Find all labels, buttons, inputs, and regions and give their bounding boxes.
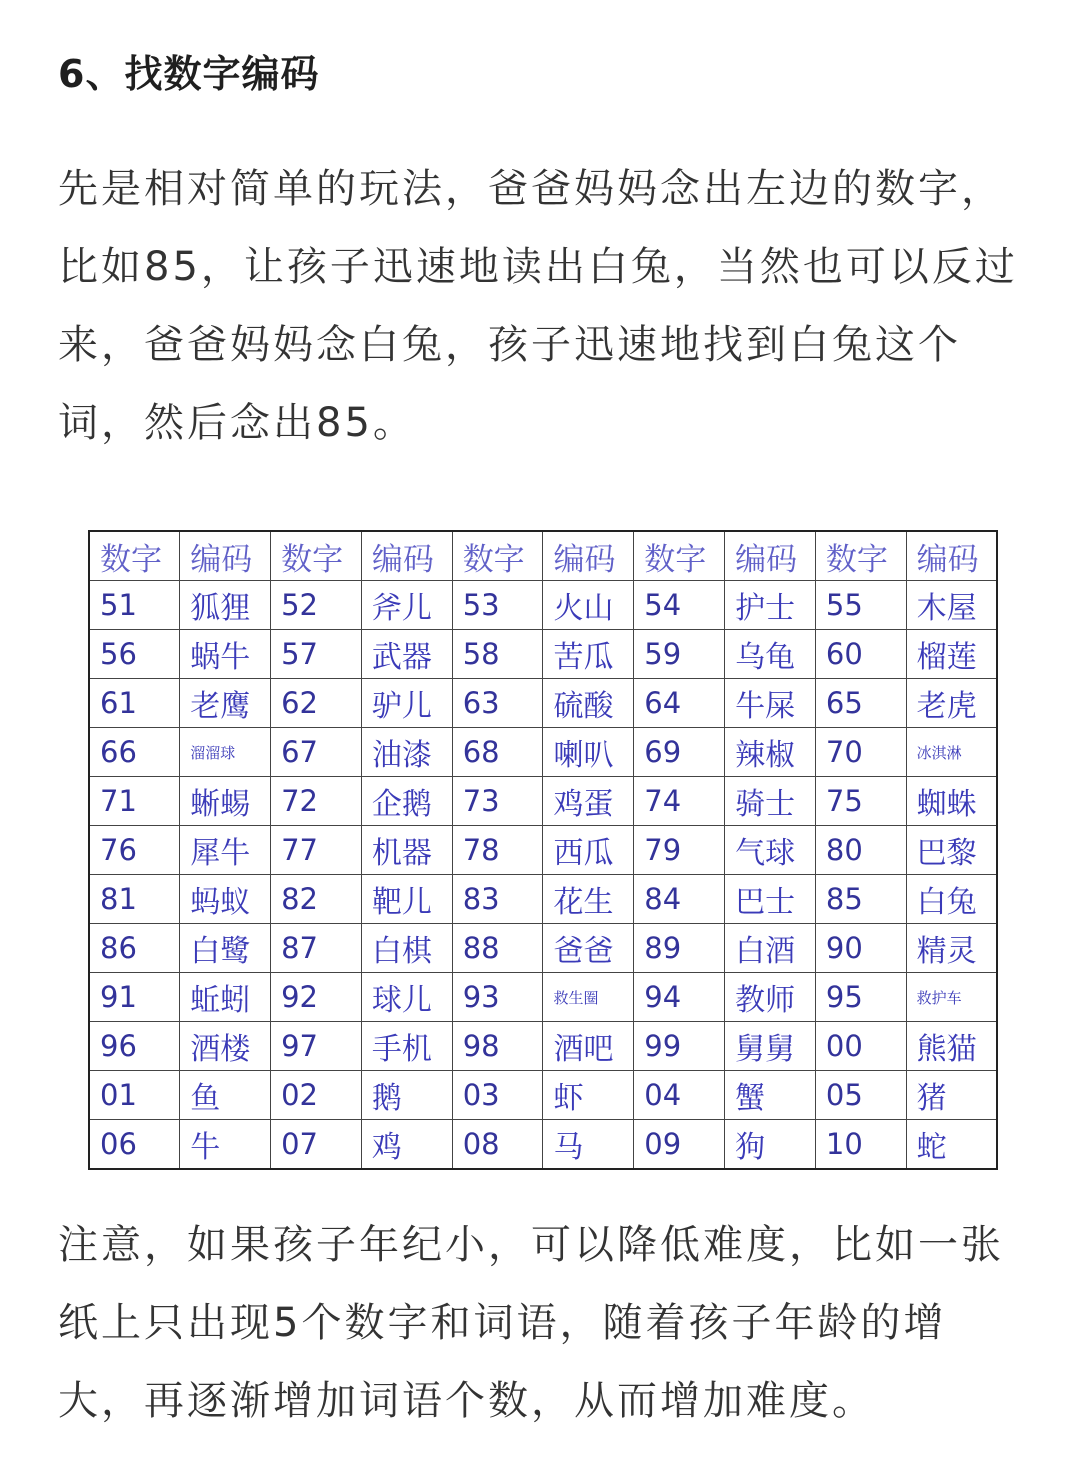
header-code: 编码 <box>180 531 271 581</box>
code-cell: 硫酸 <box>543 679 634 728</box>
code-cell: 骑士 <box>725 777 816 826</box>
code-cell: 救生圈 <box>543 973 634 1022</box>
code-cell: 驴儿 <box>361 679 452 728</box>
number-cell: 61 <box>89 679 180 728</box>
number-cell: 10 <box>815 1120 906 1170</box>
number-cell: 82 <box>271 875 362 924</box>
code-table <box>88 530 998 1170</box>
code-cell: 西瓜 <box>543 826 634 875</box>
header-code: 编码 <box>361 531 452 581</box>
number-cell: 00 <box>815 1022 906 1071</box>
code-cell: 斧儿 <box>361 581 452 630</box>
code-cell: 巴黎 <box>906 826 997 875</box>
code-cell: 马 <box>543 1120 634 1170</box>
table-row <box>89 875 997 924</box>
code-cell: 蜘蛛 <box>906 777 997 826</box>
code-cell: 油漆 <box>361 728 452 777</box>
code-cell: 教师 <box>725 973 816 1022</box>
code-cell: 白鹭 <box>180 924 271 973</box>
number-cell: 98 <box>452 1022 543 1071</box>
code-cell: 花生 <box>543 875 634 924</box>
number-cell: 54 <box>634 581 725 630</box>
code-cell: 木屋 <box>906 581 997 630</box>
number-cell: 86 <box>89 924 180 973</box>
code-cell: 机器 <box>361 826 452 875</box>
code-cell: 蜗牛 <box>180 630 271 679</box>
code-cell: 蚯蚓 <box>180 973 271 1022</box>
code-cell: 护士 <box>725 581 816 630</box>
number-cell: 60 <box>815 630 906 679</box>
code-cell: 白兔 <box>906 875 997 924</box>
table-row <box>89 1071 997 1120</box>
number-cell: 89 <box>634 924 725 973</box>
number-code-table <box>88 530 998 1165</box>
number-cell: 97 <box>271 1022 362 1071</box>
code-cell: 爸爸 <box>543 924 634 973</box>
number-cell: 08 <box>452 1120 543 1170</box>
number-cell: 71 <box>89 777 180 826</box>
number-cell: 74 <box>634 777 725 826</box>
code-cell: 蟹 <box>725 1071 816 1120</box>
table-header-row <box>89 531 997 581</box>
number-cell: 64 <box>634 679 725 728</box>
table-row <box>89 630 997 679</box>
code-cell: 牛 <box>180 1120 271 1170</box>
number-cell: 93 <box>452 973 543 1022</box>
number-cell: 96 <box>89 1022 180 1071</box>
number-cell: 77 <box>271 826 362 875</box>
table-row <box>89 1022 997 1071</box>
number-cell: 91 <box>89 973 180 1022</box>
header-number: 数字 <box>452 531 543 581</box>
code-cell: 喇叭 <box>543 728 634 777</box>
number-cell: 65 <box>815 679 906 728</box>
table-row <box>89 1120 997 1170</box>
number-cell: 76 <box>89 826 180 875</box>
number-cell: 95 <box>815 973 906 1022</box>
number-cell: 90 <box>815 924 906 973</box>
number-cell: 66 <box>89 728 180 777</box>
code-cell: 蜥蜴 <box>180 777 271 826</box>
number-cell: 02 <box>271 1071 362 1120</box>
number-cell: 68 <box>452 728 543 777</box>
number-cell: 78 <box>452 826 543 875</box>
code-cell: 蛇 <box>906 1120 997 1170</box>
number-cell: 51 <box>89 581 180 630</box>
code-cell: 熊猫 <box>906 1022 997 1071</box>
header-number: 数字 <box>634 531 725 581</box>
number-cell: 80 <box>815 826 906 875</box>
number-cell: 53 <box>452 581 543 630</box>
header-code: 编码 <box>906 531 997 581</box>
code-cell: 牛屎 <box>725 679 816 728</box>
table-row <box>89 777 997 826</box>
number-cell: 56 <box>89 630 180 679</box>
number-cell: 88 <box>452 924 543 973</box>
number-cell: 05 <box>815 1071 906 1120</box>
number-cell: 75 <box>815 777 906 826</box>
intro-paragraph: 先是相对简单的玩法，爸爸妈妈念出左边的数字，比如85，让孩子迅速地读出白兔，当然也可以反过来，爸爸妈妈念白兔，孩子迅速地找到白兔这个词，然后念出85。 <box>58 166 1018 446</box>
number-cell: 94 <box>634 973 725 1022</box>
code-cell: 白棋 <box>361 924 452 973</box>
number-cell: 79 <box>634 826 725 875</box>
number-cell: 73 <box>452 777 543 826</box>
number-cell: 52 <box>271 581 362 630</box>
code-cell: 鸡蛋 <box>543 777 634 826</box>
code-cell: 狗 <box>725 1120 816 1170</box>
code-cell: 精灵 <box>906 924 997 973</box>
code-cell: 舅舅 <box>725 1022 816 1071</box>
number-cell: 62 <box>271 679 362 728</box>
number-cell: 55 <box>815 581 906 630</box>
code-cell: 救护车 <box>906 973 997 1022</box>
code-cell: 苦瓜 <box>543 630 634 679</box>
number-cell: 58 <box>452 630 543 679</box>
header-code: 编码 <box>725 531 816 581</box>
number-cell: 67 <box>271 728 362 777</box>
number-cell: 63 <box>452 679 543 728</box>
header-code: 编码 <box>543 531 634 581</box>
number-cell: 99 <box>634 1022 725 1071</box>
number-cell: 72 <box>271 777 362 826</box>
number-cell: 03 <box>452 1071 543 1120</box>
code-cell: 气球 <box>725 826 816 875</box>
number-cell: 84 <box>634 875 725 924</box>
number-cell: 69 <box>634 728 725 777</box>
number-cell: 92 <box>271 973 362 1022</box>
number-cell: 70 <box>815 728 906 777</box>
code-cell: 球儿 <box>361 973 452 1022</box>
code-cell: 手机 <box>361 1022 452 1071</box>
code-cell: 蚂蚁 <box>180 875 271 924</box>
code-cell: 火山 <box>543 581 634 630</box>
code-cell: 靶儿 <box>361 875 452 924</box>
code-cell: 辣椒 <box>725 728 816 777</box>
table-row <box>89 679 997 728</box>
number-cell: 85 <box>815 875 906 924</box>
table-row <box>89 924 997 973</box>
number-cell: 06 <box>89 1120 180 1170</box>
code-cell: 企鹅 <box>361 777 452 826</box>
note-paragraph: 注意，如果孩子年纪小，可以降低难度，比如一张纸上只出现5个数字和词语，随着孩子年龄的增大，再逐渐增加词语个数，从而增加难度。 <box>58 1222 1004 1424</box>
number-cell: 87 <box>271 924 362 973</box>
code-cell: 酒吧 <box>543 1022 634 1071</box>
code-cell: 酒楼 <box>180 1022 271 1071</box>
header-number: 数字 <box>815 531 906 581</box>
number-cell: 09 <box>634 1120 725 1170</box>
code-cell: 老鹰 <box>180 679 271 728</box>
number-cell: 07 <box>271 1120 362 1170</box>
section-heading: 6、找数字编码 <box>58 52 320 96</box>
code-cell: 鸡 <box>361 1120 452 1170</box>
number-cell: 83 <box>452 875 543 924</box>
number-cell: 04 <box>634 1071 725 1120</box>
code-cell: 巴士 <box>725 875 816 924</box>
code-cell: 溜溜球 <box>180 728 271 777</box>
table-row <box>89 973 997 1022</box>
table-row <box>89 728 997 777</box>
code-cell: 乌龟 <box>725 630 816 679</box>
number-cell: 01 <box>89 1071 180 1120</box>
code-cell: 白酒 <box>725 924 816 973</box>
table-row <box>89 581 997 630</box>
number-cell: 57 <box>271 630 362 679</box>
number-cell: 59 <box>634 630 725 679</box>
code-cell: 鱼 <box>180 1071 271 1120</box>
header-number: 数字 <box>89 531 180 581</box>
code-cell: 榴莲 <box>906 630 997 679</box>
code-cell: 武器 <box>361 630 452 679</box>
number-cell: 81 <box>89 875 180 924</box>
table-row <box>89 826 997 875</box>
code-cell: 猪 <box>906 1071 997 1120</box>
code-cell: 冰淇淋 <box>906 728 997 777</box>
code-cell: 虾 <box>543 1071 634 1120</box>
code-cell: 鹅 <box>361 1071 452 1120</box>
header-number: 数字 <box>271 531 362 581</box>
code-cell: 老虎 <box>906 679 997 728</box>
code-cell: 狐狸 <box>180 581 271 630</box>
code-cell: 犀牛 <box>180 826 271 875</box>
